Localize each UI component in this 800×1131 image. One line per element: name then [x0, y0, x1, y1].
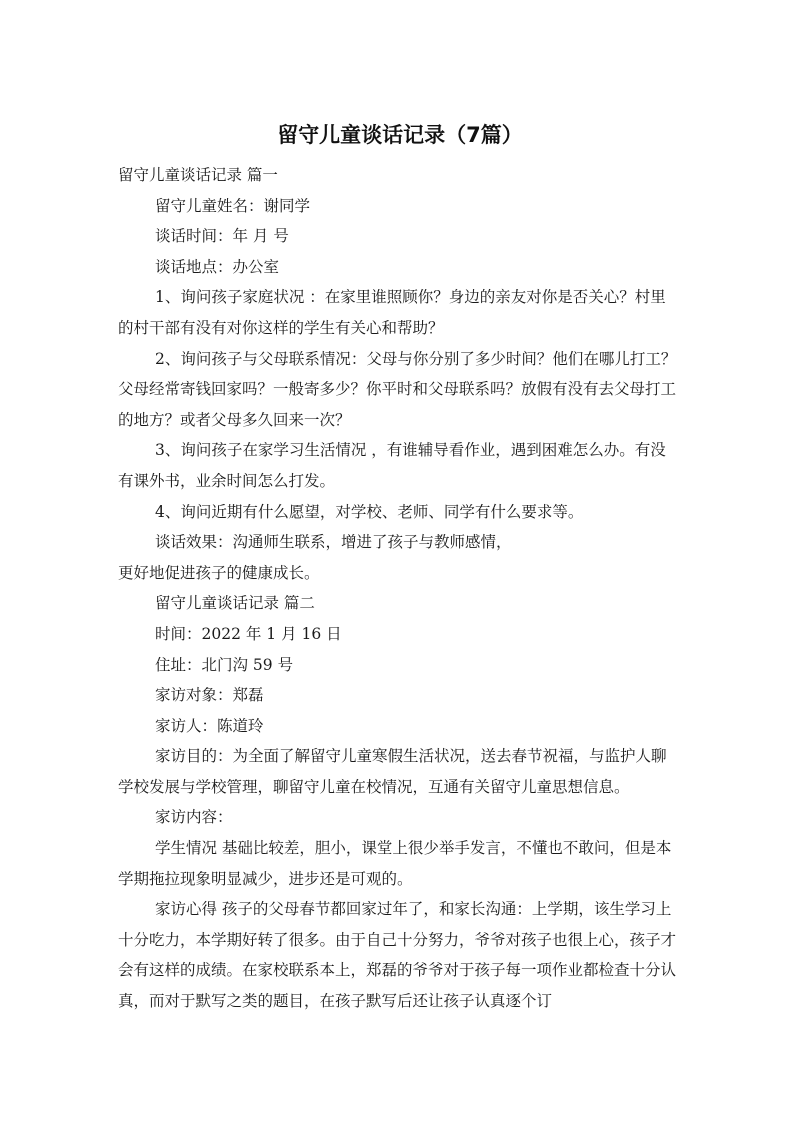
paragraph: 留守儿童姓名：谢同学 [155, 196, 311, 215]
paragraph: 学生情况 基础比较差，胆小，课堂上很少举手发言，不懂也不敢问，但是本学期拖拉现象明显减少，进步还是可观的。 [118, 839, 672, 888]
section-heading-2: 留守儿童谈话记录 篇二 [155, 594, 315, 613]
paragraph: 谈话时间：年 月 号 [155, 227, 289, 246]
paragraph: 谈话地点：办公室 [155, 257, 280, 276]
section-heading-1: 留守儿童谈话记录 篇一 [118, 166, 278, 184]
paragraph: 家访内容： [155, 808, 233, 827]
document-title: 留守儿童谈话记录（7篇） [277, 123, 523, 147]
paragraph: 家访人：陈道玲 [155, 716, 264, 735]
paragraph: 谈话效果：沟通师生联系，增进了孩子与教师感情， [155, 533, 512, 552]
paragraph: 2、询问孩子与父母联系情况：父母与你分别了多少时间？他们在哪儿打工？父母经常寄钱回家吗？一般寄多少？你平时和父母联系吗？放假有没有去父母打工的地方？或者父母多久回来一次？ [118, 349, 677, 429]
paragraph: 家访目的：为全面了解留守儿童寒假生活状况，送去春节祝福，与监护人聊学校发展与学校管理，聊留守儿童在校情况，互通有关留守儿童思想信息。 [118, 747, 667, 796]
paragraph: 1、询问孩子家庭状况 ：在家里谁照顾你？身边的亲友对你是否关心？村里的村干部有没有对你这样的学生有关心和帮助？ [118, 288, 666, 337]
paragraph: 时间：2022 年 1 月 16 日 [155, 624, 342, 643]
paragraph: 4、询问近期有什么愿望，对学校、老师、同学有什么要求等。 [155, 502, 584, 521]
paragraph: 3、询问孩子在家学习生活情况 ，有谁辅导看作业，遇到困难怎么办。有没有课外书，业余时间怎么打发。 [118, 441, 666, 490]
paragraph: 家访心得 孩子的父母春节都回家过年了，和家长沟通：上学期，该生学习上十分吃力，本学期好转了很多。由于自己十分努力，爷爷对孩子也很上心，孩子才会有这样的成绩。在家校联系本上，郑磊的爷爷对于孩子每一项作业都检查十分认真，而对于默写之类的题目，在孩子默写后还让孩子认真逐个订 [118, 900, 677, 1011]
paragraph: 住址：北门沟 59 号 [155, 655, 294, 674]
paragraph: 更好地促进孩子的健康成长。 [118, 563, 320, 582]
paragraph: 家访对象：郑磊 [155, 686, 264, 705]
document-body [118, 160, 680, 1017]
